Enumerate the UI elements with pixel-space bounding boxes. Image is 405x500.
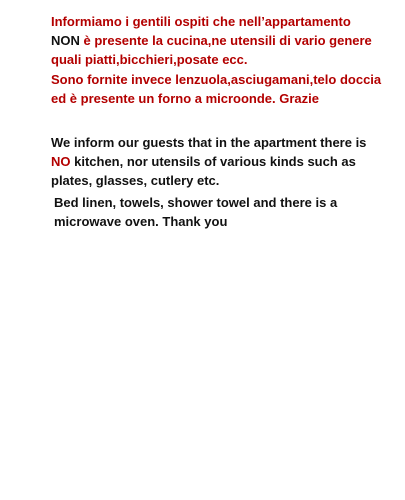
italian-p2-line-2: ed è presente un forno a microonde. Grazie [51,91,320,106]
italian-line-3: quali piatti,bicchieri,posate ecc. [51,52,248,67]
italian-p2-line-1: Sono fornite invece lenzuola,asciugamani,telo doccia [51,72,382,87]
italian-notice-paragraph-2 [51,70,381,108]
english-line-2 [51,152,381,171]
italian-line-2 [51,31,381,50]
italian-line-1: Informiamo i gentili ospiti che nell’appartamento [51,14,351,29]
english-notice-paragraph-1 [51,133,381,190]
english-p2-line-1: Bed linen, towels, shower towel and there is a [54,195,338,210]
english-no-emphasis: NO [51,154,71,169]
english-line-2-text: kitchen, nor utensils of various kinds such as [70,154,356,169]
english-line-3: plates, glasses, cutlery etc. [51,173,220,188]
italian-notice-paragraph-1 [51,12,381,69]
english-notice-paragraph-2 [51,193,384,231]
italian-line-2-text: è presente la cucina,ne utensili di vario genere [79,33,372,48]
english-line-1: We inform our guests that in the apartment there is [51,135,367,150]
english-p2-line-2: microwave oven. Thank you [54,214,228,229]
italian-non-emphasis: NON [51,33,80,48]
